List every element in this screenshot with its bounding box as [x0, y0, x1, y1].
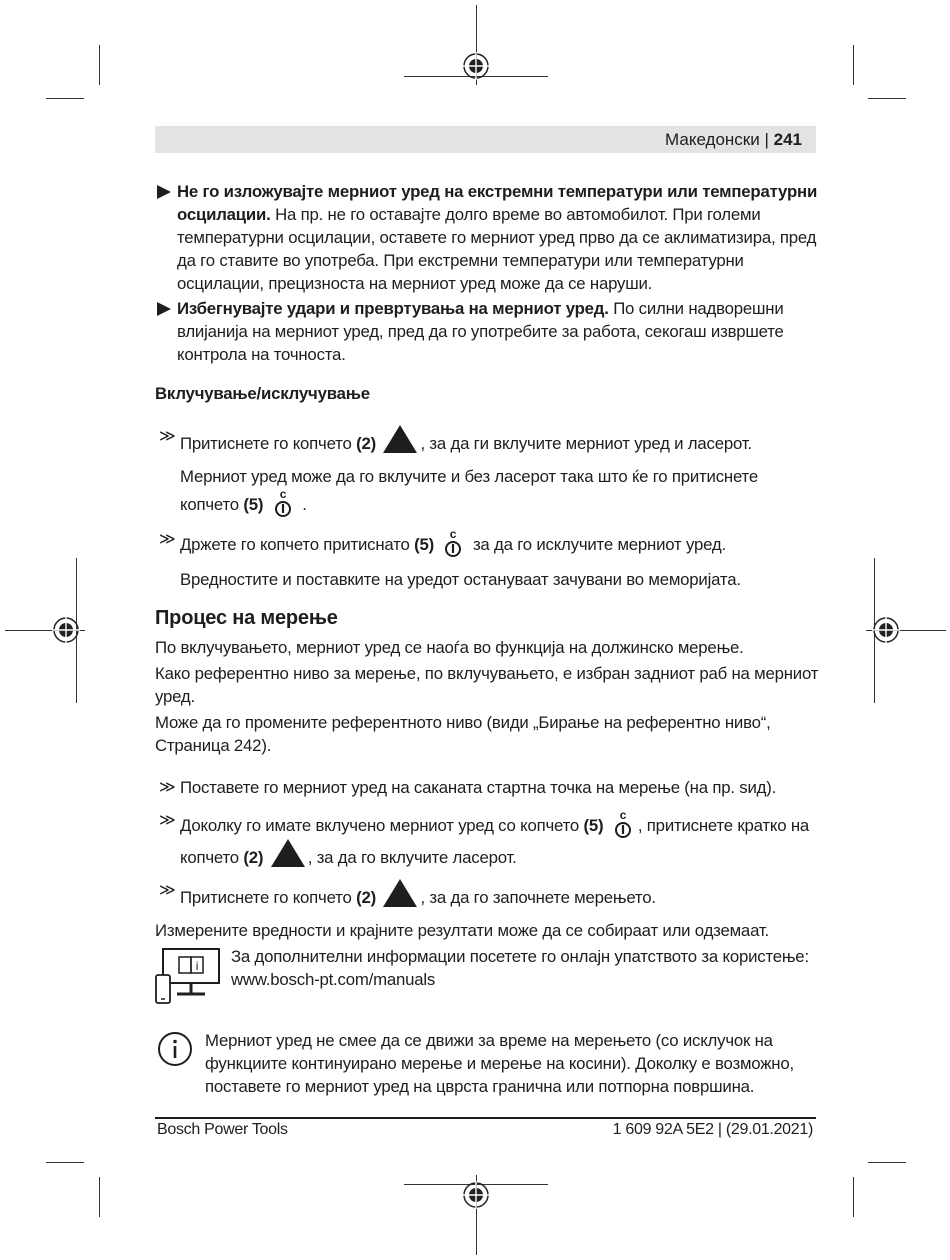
step-text: Поставете го мерниот уред на саканата стартна точка на мерење (на пр. ѕид). [180, 778, 777, 797]
button-ref: (2) [356, 434, 376, 453]
step-item [155, 528, 820, 558]
crop-mark [46, 98, 84, 99]
section-heading-switching: Вклучување/исклучување [155, 384, 370, 403]
manual-url[interactable]: www.bosch-pt.com/manuals [231, 970, 436, 989]
step-item [155, 776, 820, 799]
chevron-step-icon: ≫ [159, 812, 176, 829]
page-header [155, 126, 816, 153]
info-text: Мерниот уред не смее да се движи за време на мерењето (со исклучок на функциите континуирано мерење и мерење на косини). Доколку е возможно, поставете го мерниот уред на цврста гранична или потпорна површина. [205, 1031, 794, 1096]
footer-publisher: Bosch Power Tools [157, 1121, 288, 1138]
warning-text: По силни надворешни влијанија на мерниот уред, пред да го употребите за работа, секогаш извршете контрола на точноста. [177, 299, 784, 364]
warning-item [155, 297, 820, 366]
warning-title: Не го изложувајте мерниот уред на екстремни температури или температурни осцилации. [177, 182, 818, 224]
step-text: Доколку го имате вклучено мерниот уред со копчето [180, 816, 584, 835]
warning-title: Избегнувајте удари и превртувања на мерниот уред. [177, 299, 609, 318]
header-separator: | [764, 130, 769, 149]
crop-mark [46, 1162, 84, 1163]
registration-mark-icon [52, 616, 80, 644]
crop-mark [853, 45, 854, 85]
paragraph: Може да го промените референтното ниво (види „Бирање на референтно ниво“, Страница 242). [155, 713, 771, 755]
step-item [155, 879, 820, 909]
step-note [155, 465, 820, 518]
step-text: Притиснете го копчето [180, 888, 357, 907]
registration-mark-icon [872, 616, 900, 644]
step-text-after: за да го исклучите мерниот уред. [472, 535, 726, 554]
crop-mark [853, 1177, 854, 1217]
crop-mark [99, 45, 100, 85]
button-ref: (2) [356, 888, 376, 907]
registration-mark-icon [462, 52, 490, 80]
power-button-icon [612, 809, 634, 839]
warning-item [155, 180, 820, 295]
step-text-after: , за да ги вклучите мерниот уред и ласерот. [420, 434, 752, 453]
crop-mark [99, 1177, 100, 1217]
crop-mark [868, 98, 906, 99]
footer-docnumber: 1 609 92A 5E2 | (29.01.2021) [612, 1121, 813, 1138]
step-text-mid: , притиснете кратко на копчето [180, 816, 810, 867]
page-content [155, 180, 820, 1098]
power-button-icon [272, 488, 294, 518]
triangle-button-icon [271, 839, 305, 867]
step-item [155, 809, 820, 869]
triangle-button-icon [383, 879, 417, 907]
chevron-step-icon: ≫ [159, 779, 176, 796]
svg-text:c: c [450, 528, 457, 541]
step-text: Притиснете го копчето [180, 434, 357, 453]
header-language: Македонски [665, 130, 760, 149]
step-text-after: , за да го започнете мерењето. [420, 888, 656, 907]
chevron-step-icon: ≫ [159, 882, 176, 899]
manual-device-icon [155, 947, 221, 1005]
triangle-bullet-icon [157, 185, 171, 199]
registration-mark-icon [462, 1181, 490, 1209]
paragraph: Како референтно ниво за мерење, по вклучувањето, е избран задниот раб на мерниот уред. [155, 664, 819, 706]
note-text-after: . [302, 495, 307, 514]
step-text-after: , за да го вклучите ласерот. [307, 848, 517, 867]
warning-text: На пр. не го оставајте долго време во автомобилот. При големи температурни осцилации, оставете го мерниот уред прво да се аклиматизира, пред да го ставите во употреба. При екстремни температури или температурни осцилации, прецизноста на мерниот уред може да се наруши. [177, 205, 817, 293]
manual-text: За дополнителни информации посетете го онлајн упатството за користење: [231, 947, 809, 966]
button-ref: (5) [583, 816, 604, 835]
paragraph: По вклучувањето, мерниот уред се наоѓа во функција на должинско мерење. [155, 638, 744, 657]
svg-text:c: c [619, 809, 627, 822]
svg-text:c: c [279, 488, 287, 501]
section-heading-measuring: Процес на мерење [155, 607, 338, 629]
footer-divider [155, 1117, 816, 1119]
info-circle-icon [157, 1031, 193, 1067]
power-button-icon [442, 528, 464, 558]
paragraph: Измерените вредности и крајните резултати може да се собираат или одземаат. [155, 921, 769, 940]
button-ref: (2) [243, 848, 264, 867]
info-note [155, 1029, 820, 1098]
step-item [155, 425, 820, 455]
triangle-bullet-icon [157, 302, 171, 316]
manual-reference [155, 945, 820, 1001]
crop-mark [868, 1162, 906, 1163]
triangle-button-icon [383, 425, 417, 453]
page-number: 241 [773, 130, 802, 149]
chevron-step-icon: ≫ [159, 531, 176, 548]
svg-text:i: i [195, 959, 199, 973]
note-text: Мерниот уред може да го вклучите и без ласерот така што ќе го притиснете копчето [180, 467, 758, 514]
button-ref: (5) [414, 535, 434, 554]
chevron-step-icon: ≫ [159, 428, 176, 445]
header-label [665, 129, 802, 151]
step-text: Држете го копчето притиснато [180, 535, 415, 554]
step-note: Вредностите и поставките на уредот остануваат зачувани во меморијата. [180, 570, 741, 589]
button-ref: (5) [243, 495, 264, 514]
